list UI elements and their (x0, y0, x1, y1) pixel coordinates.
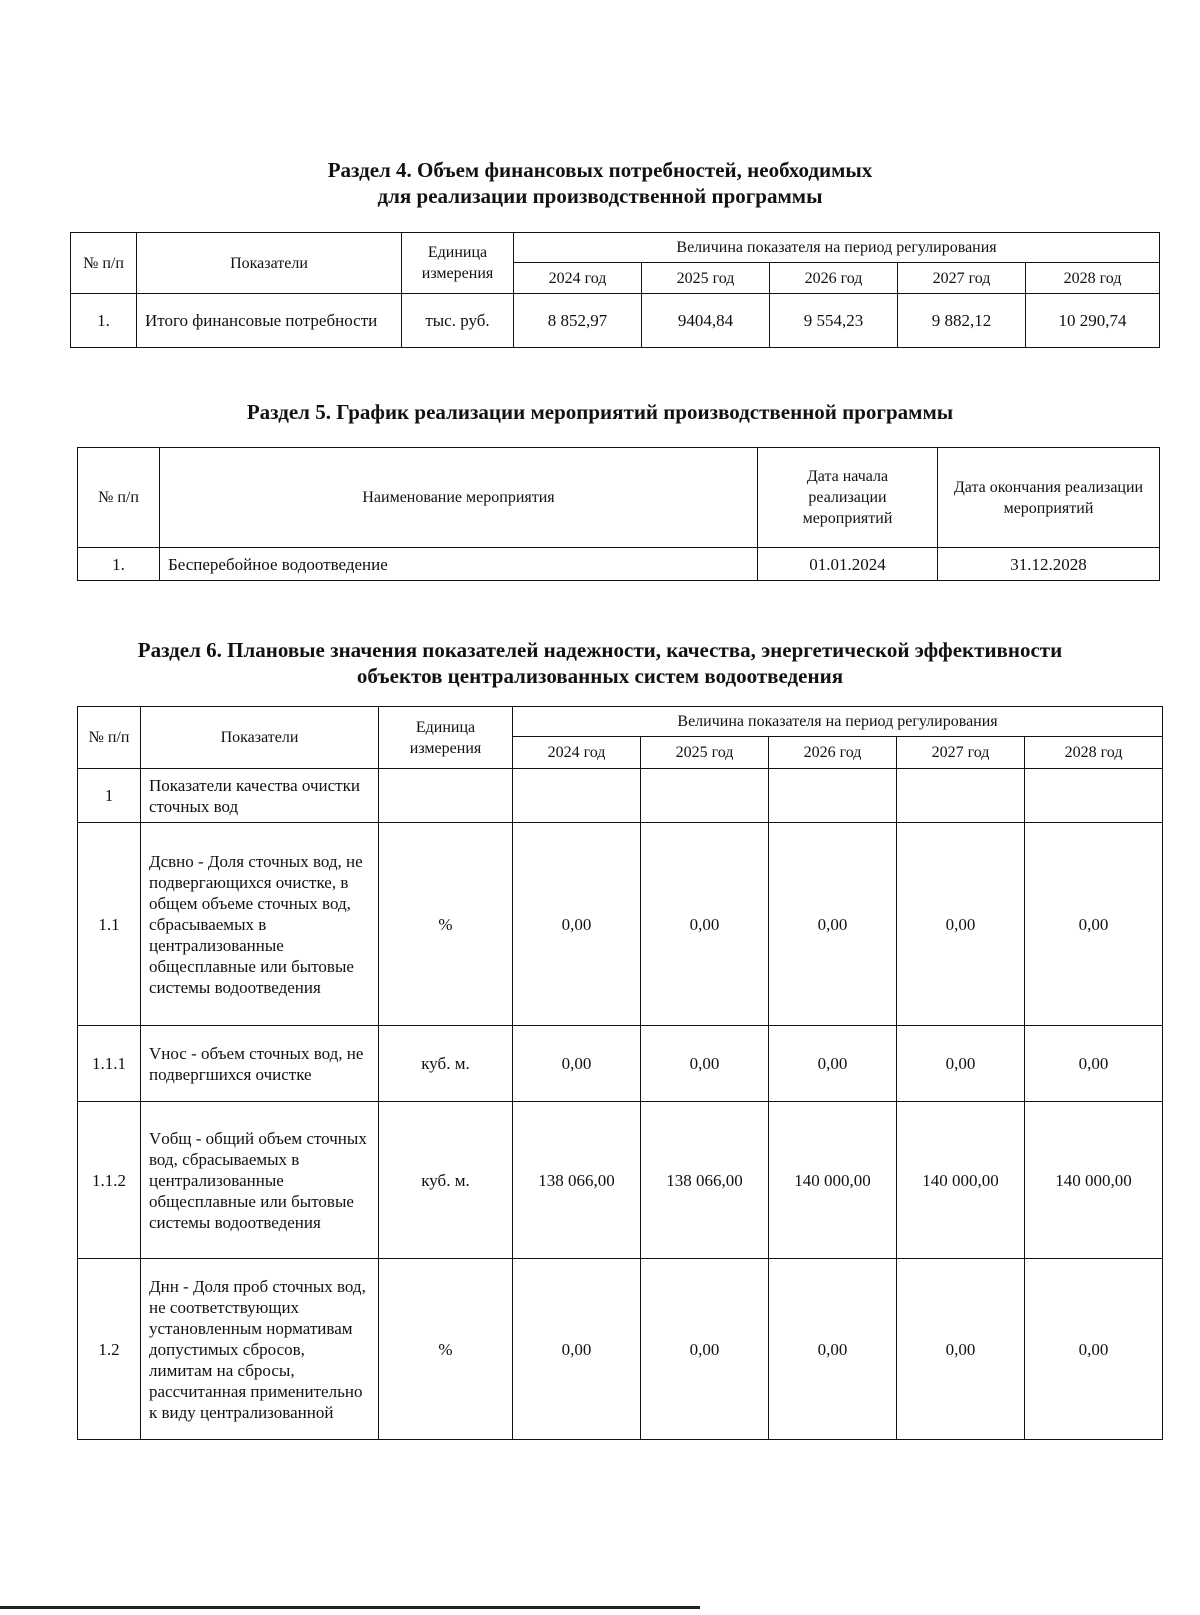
row-indicator: Vнос - объем сточных вод, не подвергшихся очистке (141, 1026, 379, 1102)
row-value: 140 000,00 (769, 1102, 897, 1259)
row-value: 0,00 (513, 1026, 641, 1102)
section4-title (0, 157, 1200, 209)
s4-header-unit: Единица измерения (402, 233, 514, 294)
row-value: 0,00 (513, 823, 641, 1026)
row-num: 1.1.2 (78, 1102, 141, 1259)
s6-header-period: Величина показателя на период регулирования (513, 707, 1163, 737)
row-value: 9 882,12 (898, 294, 1026, 348)
section5-title: Раздел 5. График реализации мероприятий производственной программы (246, 400, 954, 424)
row-value: 140 000,00 (1025, 1102, 1163, 1259)
row-value: 8 852,97 (514, 294, 642, 348)
table-row (78, 1102, 1163, 1259)
s5-header-start: Дата начала реализации мероприятий (758, 448, 938, 548)
s6-header-indicator: Показатели (141, 707, 379, 769)
row-num: 1. (78, 548, 160, 581)
s6-header-year: 2024 год (513, 737, 641, 769)
row-num: 1 (78, 769, 141, 823)
s4-header-num: № п/п (71, 233, 137, 294)
row-unit: куб. м. (379, 1102, 513, 1259)
row-num: 1.2 (78, 1259, 141, 1440)
row-name: Бесперебойное водоотведение (160, 548, 758, 581)
s6-header-year: 2028 год (1025, 737, 1163, 769)
row-unit: % (379, 1259, 513, 1440)
table-row (78, 1026, 1163, 1102)
s4-header-year: 2024 год (514, 263, 642, 294)
row-value (513, 769, 641, 823)
row-value: 0,00 (641, 823, 769, 1026)
row-end: 31.12.2028 (938, 548, 1160, 581)
row-value: 0,00 (641, 1259, 769, 1440)
scan-edge-line (0, 1606, 700, 1609)
row-start: 01.01.2024 (758, 548, 938, 581)
section6-table (77, 706, 1163, 1440)
s6-header-num: № п/п (78, 707, 141, 769)
s5-header-name: Наименование мероприятия (160, 448, 758, 548)
row-value: 0,00 (897, 823, 1025, 1026)
row-indicator: Дсвно - Доля сточных вод, не подвергающихся очистке, в общем объеме сточных вод, сбрасываемых в централизованные общесплавные или бытовые системы водоотведения (141, 823, 379, 1026)
section6-title (0, 637, 1200, 689)
section4-table (70, 232, 1160, 348)
row-num: 1.1 (78, 823, 141, 1026)
s4-header-year: 2028 год (1026, 263, 1160, 294)
s4-header-indicator: Показатели (137, 233, 402, 294)
row-value (769, 769, 897, 823)
row-value (1025, 769, 1163, 823)
row-indicator: Итого финансовые потребности (137, 294, 402, 348)
table-row (78, 1259, 1163, 1440)
s6-header-year: 2027 год (897, 737, 1025, 769)
row-value: 0,00 (1025, 1259, 1163, 1440)
row-indicator: Днн - Доля проб сточных вод, не соответствующих установленным нормативам допустимых сбросов, лимитам на сбросы, рассчитанная применительно к виду централизованной (141, 1259, 379, 1440)
table-row (71, 294, 1160, 348)
row-value: 140 000,00 (897, 1102, 1025, 1259)
row-num: 1.1.1 (78, 1026, 141, 1102)
section6-title-line2: объектов централизованных систем водоотведения (356, 664, 844, 688)
s6-header-year: 2026 год (769, 737, 897, 769)
row-unit: тыс. руб. (402, 294, 514, 348)
row-value: 9404,84 (642, 294, 770, 348)
row-value: 9 554,23 (770, 294, 898, 348)
row-value: 0,00 (1025, 1026, 1163, 1102)
row-value: 0,00 (1025, 823, 1163, 1026)
s4-header-year: 2027 год (898, 263, 1026, 294)
row-value: 138 066,00 (513, 1102, 641, 1259)
row-unit (379, 769, 513, 823)
row-unit: % (379, 823, 513, 1026)
row-value: 0,00 (897, 1259, 1025, 1440)
s5-header-num: № п/п (78, 448, 160, 548)
row-value (641, 769, 769, 823)
s4-header-year: 2026 год (770, 263, 898, 294)
row-num: 1. (71, 294, 137, 348)
section6-title-line1: Раздел 6. Плановые значения показателей надежности, качества, энергетической эффективности (137, 638, 1063, 662)
row-value: 0,00 (897, 1026, 1025, 1102)
row-value: 10 290,74 (1026, 294, 1160, 348)
section5-table (77, 447, 1160, 581)
table-row (78, 769, 1163, 823)
row-indicator: Vобщ - общий объем сточных вод, сбрасываемых в централизованные общесплавные или бытовые системы водоотведения (141, 1102, 379, 1259)
section4-title-line2: для реализации производственной программы (377, 184, 823, 208)
row-value (897, 769, 1025, 823)
s4-header-period: Величина показателя на период регулирования (514, 233, 1160, 263)
row-value: 138 066,00 (641, 1102, 769, 1259)
section4-title-line1: Раздел 4. Объем финансовых потребностей, необходимых (327, 158, 873, 182)
row-value: 0,00 (769, 1026, 897, 1102)
row-value: 0,00 (769, 823, 897, 1026)
table-row (78, 548, 1160, 581)
s6-header-unit: Единица измерения (379, 707, 513, 769)
table-row (78, 823, 1163, 1026)
row-value: 0,00 (641, 1026, 769, 1102)
row-indicator: Показатели качества очистки сточных вод (141, 769, 379, 823)
s6-header-year: 2025 год (641, 737, 769, 769)
row-unit: куб. м. (379, 1026, 513, 1102)
s5-header-end: Дата окончания реализации мероприятий (938, 448, 1160, 548)
s4-header-year: 2025 год (642, 263, 770, 294)
row-value: 0,00 (769, 1259, 897, 1440)
row-value: 0,00 (513, 1259, 641, 1440)
